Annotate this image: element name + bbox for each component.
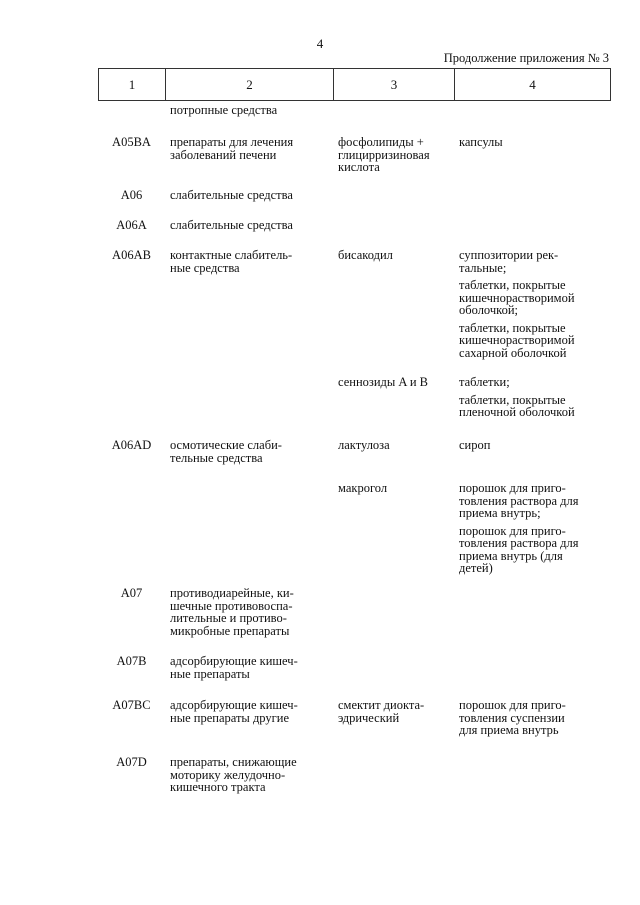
- substance-line: эдрический: [338, 710, 400, 725]
- atc-code-cell: [98, 482, 165, 587]
- atc-code-cell: A07BC: [112, 698, 151, 712]
- dosage-form-line: пленочной оболочкой: [459, 405, 575, 419]
- dosage-form-line: суппозитории рек-: [459, 248, 559, 262]
- group-cell: [165, 249, 333, 376]
- group-cell: [165, 104, 333, 136]
- group-cell: [165, 587, 333, 655]
- dosage-form-cell: [454, 699, 610, 756]
- group-cell: [165, 439, 333, 482]
- dosage-form-line: порошок для приго-: [459, 523, 566, 538]
- substance-cell: [333, 376, 454, 439]
- dosage-form: [459, 525, 610, 575]
- dosage-form-line: таблетки, покрытые: [459, 320, 566, 335]
- column-header-3: 3: [334, 69, 455, 101]
- dosage-form-cell: [454, 249, 610, 376]
- group-line: потропные средства: [170, 103, 278, 117]
- dosage-form-line: таблетки, покрытые: [459, 392, 566, 407]
- substance-cell: [333, 587, 454, 655]
- dosage-form: [459, 699, 610, 737]
- substance-line: сеннозиды A и B: [338, 375, 429, 389]
- table-row: [98, 376, 610, 439]
- dosage-form: [459, 136, 610, 149]
- table-row: [98, 249, 610, 376]
- dosage-form: [459, 249, 610, 274]
- dosage-form-cell: [454, 439, 610, 482]
- group-line: лительные и противо-: [170, 611, 287, 625]
- group-cell: [165, 219, 333, 249]
- table-row: [98, 587, 610, 655]
- dosage-form-cell: [454, 189, 610, 219]
- dosage-form-cell: [454, 482, 610, 587]
- group-line: адсорбирующие кишеч-: [170, 698, 298, 712]
- dosage-form-line: для приема внутрь: [459, 723, 559, 737]
- dosage-form-line: сироп: [459, 438, 491, 452]
- dosage-form-line: приема внутрь (для: [459, 548, 563, 563]
- continuation-label: Продолжение приложения № 3: [443, 51, 609, 65]
- atc-code-cell: A07B: [116, 654, 147, 668]
- group-line: ные препараты: [170, 666, 250, 681]
- atc-code-cell: [98, 376, 165, 439]
- group-line: слабительные средства: [170, 188, 293, 202]
- dosage-form-line: детей): [459, 561, 493, 575]
- dosage-form-line: приема внутрь;: [459, 506, 541, 520]
- group-line: противодиарейные, ки-: [170, 586, 294, 600]
- table-row: [98, 136, 610, 189]
- group-cell: [165, 136, 333, 189]
- dosage-form-cell: [454, 136, 610, 189]
- substance-cell: [333, 699, 454, 756]
- dosage-form: [459, 322, 610, 360]
- atc-code-cell: A06AD: [111, 438, 152, 452]
- substance-cell: [333, 756, 454, 816]
- dosage-form-line: товления суспензии: [459, 710, 565, 725]
- column-header-2: 2: [166, 69, 334, 101]
- atc-code-cell: A06A: [116, 218, 147, 232]
- dosage-form-line: кишечнорастворимой: [459, 333, 575, 347]
- substance-cell: [333, 136, 454, 189]
- table-row: [98, 189, 610, 219]
- group-line: контактные слабитель-: [170, 248, 293, 262]
- substance-cell: [333, 655, 454, 699]
- dosage-form-cell: [454, 376, 610, 439]
- group-line: моторику желудочно-: [170, 767, 286, 782]
- substance-cell: [333, 249, 454, 376]
- substance-cell: [333, 439, 454, 482]
- dosage-form-line: порошок для приго-: [459, 698, 566, 712]
- atc-code-cell: A07: [120, 586, 143, 600]
- atc-code-cell: A06AB: [112, 248, 151, 262]
- dosage-form-line: сахарной оболочкой: [459, 345, 567, 360]
- group-cell: [165, 699, 333, 756]
- dosage-form-cell: [454, 756, 610, 816]
- dosage-form-line: капсулы: [459, 135, 503, 149]
- group-cell: [165, 482, 333, 587]
- group-line: шечные противовоспа-: [170, 598, 293, 613]
- group-cell: [165, 756, 333, 816]
- dosage-form: [459, 376, 610, 389]
- group-line: ные средства: [170, 260, 240, 275]
- dosage-form-line: товления раствора для: [459, 493, 579, 508]
- substance-cell: [333, 104, 454, 136]
- dosage-form-line: оболочкой;: [459, 303, 518, 317]
- table-row: [98, 219, 610, 249]
- group-line: ные препараты другие: [170, 710, 290, 725]
- dosage-form: [459, 482, 610, 520]
- substance-line: смектит диокта-: [338, 698, 425, 712]
- group-line: препараты для лечения: [170, 135, 294, 149]
- substance-line: бисакодил: [338, 248, 393, 262]
- group-cell: [165, 376, 333, 439]
- dosage-form-cell: [454, 587, 610, 655]
- table-row: [98, 655, 610, 699]
- group-line: микробные препараты: [170, 623, 290, 638]
- dosage-form-line: таблетки, покрытые: [459, 278, 566, 292]
- column-header-1: 1: [99, 69, 166, 101]
- column-header-4: 4: [455, 69, 611, 101]
- atc-code-cell: A07D: [116, 755, 147, 769]
- dosage-form-cell: [454, 104, 610, 136]
- dosage-form-line: таблетки;: [459, 375, 510, 389]
- table-row: [98, 699, 610, 756]
- dosage-form-line: товления раствора для: [459, 536, 579, 550]
- group-line: слабительные средства: [170, 218, 293, 232]
- substance-line: фосфолипиды +: [338, 135, 424, 149]
- dosage-form-line: кишечнорастворимой: [459, 290, 575, 305]
- group-line: тельные средства: [170, 450, 263, 465]
- group-line: осмотические слаби-: [170, 438, 282, 452]
- column-header-table: [98, 68, 611, 101]
- drug-table-body: [98, 104, 610, 816]
- substance-cell: [333, 219, 454, 249]
- dosage-form-cell: [454, 219, 610, 249]
- group-line: заболеваний печени: [170, 147, 277, 162]
- dosage-form-line: тальные;: [459, 260, 507, 275]
- substance-line: лактулоза: [338, 438, 390, 452]
- atc-code-cell: A05BA: [112, 135, 151, 149]
- dosage-form-line: порошок для приго-: [459, 481, 566, 495]
- group-line: адсорбирующие кишеч-: [170, 654, 298, 668]
- page-number: 4: [316, 36, 324, 51]
- dosage-form-cell: [454, 655, 610, 699]
- dosage-form: [459, 439, 610, 452]
- group-line: кишечного тракта: [170, 780, 266, 794]
- table-row: [98, 104, 610, 136]
- group-line: препараты, снижающие: [170, 755, 297, 769]
- substance-cell: [333, 482, 454, 587]
- table-row: [98, 439, 610, 482]
- table-row: [98, 482, 610, 587]
- group-cell: [165, 189, 333, 219]
- group-cell: [165, 655, 333, 699]
- substance-line: кислота: [338, 160, 380, 174]
- substance-line: макрогол: [338, 481, 388, 495]
- dosage-form: [459, 279, 610, 317]
- substance-cell: [333, 189, 454, 219]
- substance-line: глицирризиновая: [338, 147, 430, 162]
- table-row: [98, 756, 610, 816]
- atc-code-cell: [98, 104, 165, 136]
- dosage-form: [459, 394, 610, 419]
- atc-code-cell: A06: [120, 188, 143, 202]
